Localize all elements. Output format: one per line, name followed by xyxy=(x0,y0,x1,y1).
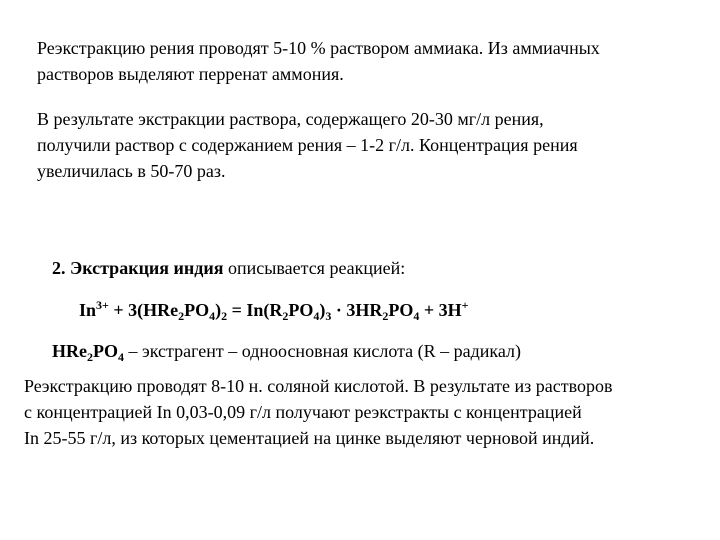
section-title: 2. Экстракция индия xyxy=(52,258,224,278)
eq-subscript: 2 xyxy=(178,309,185,323)
formula-text: PO xyxy=(93,341,118,361)
extractant-description: – экстрагент – одноосновная кислота (R – радикал) xyxy=(124,341,522,361)
reaction-equation xyxy=(79,298,469,322)
paragraph-rhenium-reextraction: Реэкстракцию рения проводят 5-10 % раствором аммиака. Из аммиачных растворов выделяют перренат аммония. xyxy=(37,38,600,84)
eq-text: = In(R xyxy=(227,300,283,320)
eq-text: PO xyxy=(388,300,414,320)
section-heading-indium xyxy=(52,256,405,280)
eq-text: PO xyxy=(184,300,210,320)
eq-text: ) xyxy=(319,300,326,320)
formula-text: HRe xyxy=(52,341,87,361)
extractant-definition xyxy=(52,339,521,363)
eq-text: In xyxy=(79,300,97,320)
eq-subscript: 4 xyxy=(313,309,320,323)
extractant-formula xyxy=(52,341,124,364)
eq-subscript: 4 xyxy=(413,309,420,323)
eq-subscript: 2 xyxy=(382,309,389,323)
eq-subscript: 2 xyxy=(221,309,228,323)
formula-subscript: 4 xyxy=(118,350,124,364)
eq-text: ) xyxy=(215,300,222,320)
eq-text: PO xyxy=(288,300,314,320)
eq-superscript: + xyxy=(461,298,469,312)
paragraph-indium-reextraction: Реэкстракцию проводят 8-10 н. соляной кислотой. В результате из растворов с концентрацией In 0,03-0,09 г/л получают реэкстракты с концентрацией In 25-55 г/л, из которых цементацией на цинке выделяют черновой индий. xyxy=(24,376,613,448)
eq-subscript: 2 xyxy=(282,309,289,323)
eq-subscript: 3 xyxy=(325,309,332,323)
eq-text: + 3(HRe xyxy=(108,300,179,320)
eq-text: + 3H xyxy=(419,300,462,320)
section-title-rest: описывается реакцией: xyxy=(223,258,406,278)
eq-text: · 3HR xyxy=(331,300,383,320)
formula-subscript: 2 xyxy=(87,350,93,364)
eq-superscript: 3+ xyxy=(96,298,109,312)
paragraph-extraction-result: В результате экстракции раствора, содержащего 20-30 мг/л рения, получили раствор с содержанием рения – 1-2 г/л. Концентрация рения увеличилась в 50-70 раз. xyxy=(37,109,578,181)
eq-subscript: 4 xyxy=(209,309,216,323)
